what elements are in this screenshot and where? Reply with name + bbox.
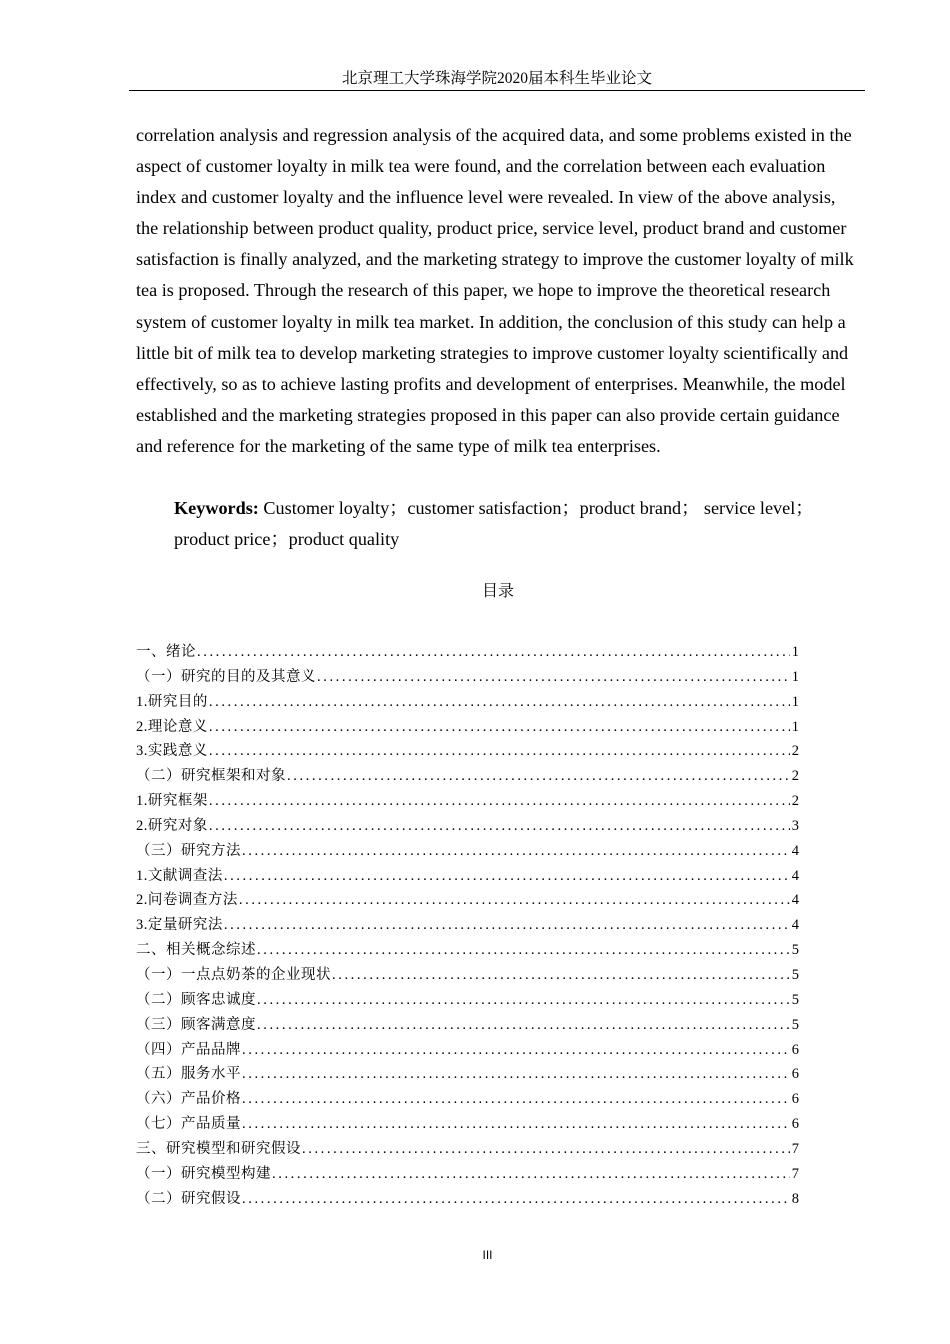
- toc-dot-leader: [272, 1162, 790, 1187]
- toc-entry-label: （二）研究假设: [136, 1190, 241, 1207]
- toc-entry[interactable]: [136, 888, 799, 913]
- toc-entry-page: 2: [791, 743, 799, 760]
- toc-entry[interactable]: [136, 988, 799, 1013]
- toc-entry-label: （一）一点点奶茶的企业现状: [136, 966, 331, 983]
- keywords-block: [136, 493, 860, 555]
- toc-dot-leader: [239, 888, 790, 913]
- header-title: 北京理工大学珠海学院2020届本科生毕业论文: [341, 70, 652, 87]
- toc-dot-leader: [224, 913, 790, 938]
- toc-dot-leader: [242, 1038, 790, 1063]
- toc-dot-leader: [209, 739, 790, 764]
- toc-entry-label: （二）顾客忠诚度: [136, 991, 256, 1008]
- toc-entry-page: 7: [791, 1165, 799, 1182]
- toc-entry[interactable]: [136, 715, 799, 740]
- toc-dot-leader: [209, 814, 790, 839]
- toc-entry-label: （一）研究模型构建: [136, 1165, 271, 1182]
- page-footer: [0, 1246, 950, 1264]
- toc-entry-label: （四）产品品牌: [136, 1041, 241, 1058]
- toc-title: 目录: [481, 583, 514, 600]
- toc-entry-label: （三）顾客满意度: [136, 1016, 256, 1033]
- toc-entry-page: 5: [791, 991, 799, 1008]
- toc-dot-leader: [242, 1062, 790, 1087]
- toc-entry-page: 7: [791, 1140, 799, 1157]
- page-number: III: [482, 1248, 493, 1262]
- toc-dot-leader: [209, 715, 790, 740]
- toc-entry-page: 6: [791, 1066, 799, 1083]
- toc-entry-page: 6: [791, 1041, 799, 1058]
- keywords-text: Customer loyalty；customer satisfaction；product brand； service level；product price；product quality: [174, 498, 814, 549]
- toc-dot-leader: [287, 764, 790, 789]
- toc-entry[interactable]: [136, 690, 799, 715]
- toc-dot-leader: [242, 1087, 790, 1112]
- toc-entry-page: 1: [791, 718, 799, 735]
- toc-entry[interactable]: [136, 839, 799, 864]
- toc-entry[interactable]: [136, 1187, 799, 1212]
- toc-dot-leader: [257, 1013, 790, 1038]
- toc-entry[interactable]: [136, 789, 799, 814]
- toc-entry-page: 4: [791, 917, 799, 934]
- toc-entry-page: 8: [791, 1190, 799, 1207]
- toc-dot-leader: [302, 1137, 790, 1162]
- toc-entry[interactable]: [136, 938, 799, 963]
- toc-entry[interactable]: [136, 1038, 799, 1063]
- toc-entry[interactable]: [136, 739, 799, 764]
- toc-entry-label: 3.定量研究法: [136, 917, 223, 934]
- toc-dot-leader: [332, 963, 790, 988]
- toc-entry[interactable]: [136, 963, 799, 988]
- toc-entry-label: （六）产品价格: [136, 1091, 241, 1108]
- toc-entry-label: 2.理论意义: [136, 718, 208, 735]
- toc-entry-page: 5: [791, 1016, 799, 1033]
- toc-entry-page: 1: [791, 644, 799, 660]
- toc-entry-page: 1: [791, 693, 799, 710]
- toc-entry-label: （三）研究方法: [136, 842, 241, 859]
- toc-entry-label: （七）产品质量: [136, 1116, 241, 1133]
- toc-entry[interactable]: [136, 665, 799, 690]
- toc-dot-leader: [242, 839, 790, 864]
- toc-entry-label: 一、绪论: [136, 644, 196, 660]
- toc-entry-page: 2: [791, 793, 799, 810]
- toc-entry-label: 1.研究框架: [136, 793, 208, 810]
- toc-entry-label: 1.文献调查法: [136, 867, 223, 884]
- toc-dot-leader: [197, 640, 790, 665]
- toc-entry-label: 二、相关概念综述: [136, 942, 256, 959]
- toc-entry[interactable]: [136, 913, 799, 938]
- toc-entry-page: 5: [791, 942, 799, 959]
- toc-entry[interactable]: [136, 1087, 799, 1112]
- table-of-contents: [136, 640, 799, 1211]
- toc-dot-leader: [209, 789, 790, 814]
- toc-dot-leader: [209, 690, 790, 715]
- toc-entry-page: 5: [791, 966, 799, 983]
- toc-entry[interactable]: [136, 814, 799, 839]
- toc-entry[interactable]: [136, 640, 799, 665]
- toc-entry-label: （二）研究框架和对象: [136, 768, 286, 785]
- toc-entry-page: 4: [791, 842, 799, 859]
- toc-entry[interactable]: [136, 764, 799, 789]
- abstract-paragraph: correlation analysis and regression analysis of the acquired data, and some problems existed in the aspect of customer loyalty in milk tea were found, and the correlation between each evaluation index and customer loyalty and the influence level were revealed. In view of the above analysis, the relationship between product quality, product price, service level, product brand and customer satisfaction is finally analyzed, and the marketing strategy to improve the customer loyalty of milk tea is proposed. Through the research of this paper, we hope to improve the theoretical research system of customer loyalty in milk tea market. In addition, the conclusion of this study can help a little bit of milk tea to develop marketing strategies to improve customer loyalty scientifically and effectively, so as to achieve lasting profits and development of enterprises. Meanwhile, the model established and the marketing strategies proposed in this paper can also provide certain guidance and reference for the marketing of the same type of milk tea enterprises.: [136, 125, 854, 456]
- toc-entry-page: 6: [791, 1116, 799, 1133]
- toc-entry-label: 3.实践意义: [136, 743, 208, 760]
- toc-entry[interactable]: [136, 1013, 799, 1038]
- abstract-continuation: [136, 120, 860, 462]
- toc-entry[interactable]: [136, 1062, 799, 1087]
- toc-dot-leader: [242, 1187, 790, 1212]
- toc-dot-leader: [317, 665, 790, 690]
- toc-entry-label: 三、研究模型和研究假设: [136, 1140, 301, 1157]
- toc-entry-label: 1.研究目的: [136, 693, 208, 710]
- toc-entry-label: （一）研究的目的及其意义: [136, 668, 316, 685]
- toc-entry-page: 4: [791, 892, 799, 909]
- keywords-label: Keywords:: [174, 498, 259, 518]
- toc-entry[interactable]: [136, 1162, 799, 1187]
- toc-entry-label: 2.问卷调查方法: [136, 892, 238, 909]
- running-header: [129, 68, 865, 91]
- toc-entry-page: 2: [791, 768, 799, 785]
- toc-entry-page: 4: [791, 867, 799, 884]
- toc-entry[interactable]: [136, 1112, 799, 1137]
- toc-dot-leader: [257, 938, 790, 963]
- toc-entry[interactable]: [136, 864, 799, 889]
- toc-entry-label: 2.研究对象: [136, 817, 208, 834]
- toc-entry-page: 1: [791, 668, 799, 685]
- toc-entry-page: 3: [791, 817, 799, 834]
- toc-dot-leader: [242, 1112, 790, 1137]
- toc-entry[interactable]: [136, 1137, 799, 1162]
- toc-entry-label: （五）服务水平: [136, 1066, 241, 1083]
- toc-entry-page: 6: [791, 1091, 799, 1108]
- toc-dot-leader: [257, 988, 790, 1013]
- toc-dot-leader: [224, 864, 790, 889]
